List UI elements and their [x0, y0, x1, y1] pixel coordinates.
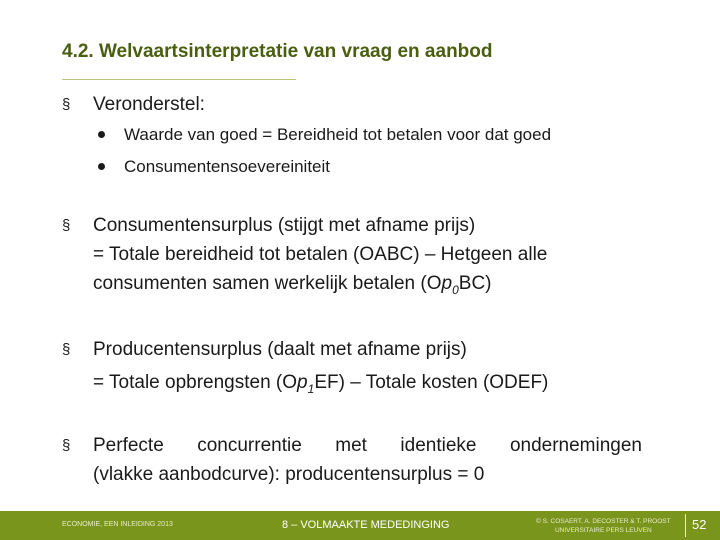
- slide-title: 4.2. Welvaartsinterpretatie van vraag en aanbod: [62, 41, 493, 62]
- bullet-concurrentie: [62, 431, 642, 489]
- round-bullet-icon: [98, 131, 105, 138]
- bullet-line: (vlakke aanbodcurve): producentensurplus = 0: [93, 464, 485, 485]
- bullet-marker: §: [62, 437, 71, 454]
- footer-copyright-line2: UNIVERSITAIRE PERS LEUVEN: [554, 527, 652, 534]
- footer-chapter: 8 – VOLMAAKTE MEDEDINGING: [282, 519, 450, 531]
- bullet-line: = Totale opbrengsten $(Op_1EF)$ – Totale kosten (ODEF): [93, 372, 549, 396]
- bullet-text: Veronderstel:: [93, 94, 205, 115]
- bullet-consumentensurplus: [62, 211, 547, 305]
- sub-bullet-waarde: [98, 122, 551, 148]
- bullet-producentensurplus: [62, 335, 548, 404]
- bullet-line: = Totale bereidheid tot betalen (OABC) – Hetgeen alle: [93, 244, 548, 265]
- footer-copyright: [536, 517, 671, 535]
- sub-bullet-text: Waarde van goed = Bereidheid tot betalen voor dat goed: [124, 125, 552, 144]
- bullet-marker: §: [62, 96, 71, 113]
- sub-bullet-text: Consumentensoevereiniteit: [124, 157, 331, 176]
- footer-bar: [0, 511, 720, 540]
- footer-course: ECONOMIE, EEN INLEIDING 2013: [62, 521, 173, 528]
- sub-bullet-soevereiniteit: [98, 154, 330, 180]
- footer-copyright-line1: © S. COSAERT, A. DECOSTER & T. PROOST: [536, 518, 671, 525]
- bullet-line: Consumentensurplus (stijgt met afname prijs): [93, 215, 476, 236]
- bullet-line: Producentensurplus (daalt met afname prijs): [93, 339, 467, 360]
- footer-divider: [685, 514, 686, 537]
- round-bullet-icon: [98, 163, 105, 170]
- bullet-marker: §: [62, 217, 71, 234]
- bullet-line: consumenten samen werkelijk betalen $(Op_0BC)$: [93, 273, 492, 297]
- bullet-line: Perfecte concurrentie met identieke ondernemingen: [93, 435, 642, 456]
- bullet-veronderstel: [62, 90, 205, 119]
- page-number: 52: [692, 517, 707, 532]
- title-underline: [62, 79, 296, 80]
- bullet-marker: §: [62, 341, 71, 358]
